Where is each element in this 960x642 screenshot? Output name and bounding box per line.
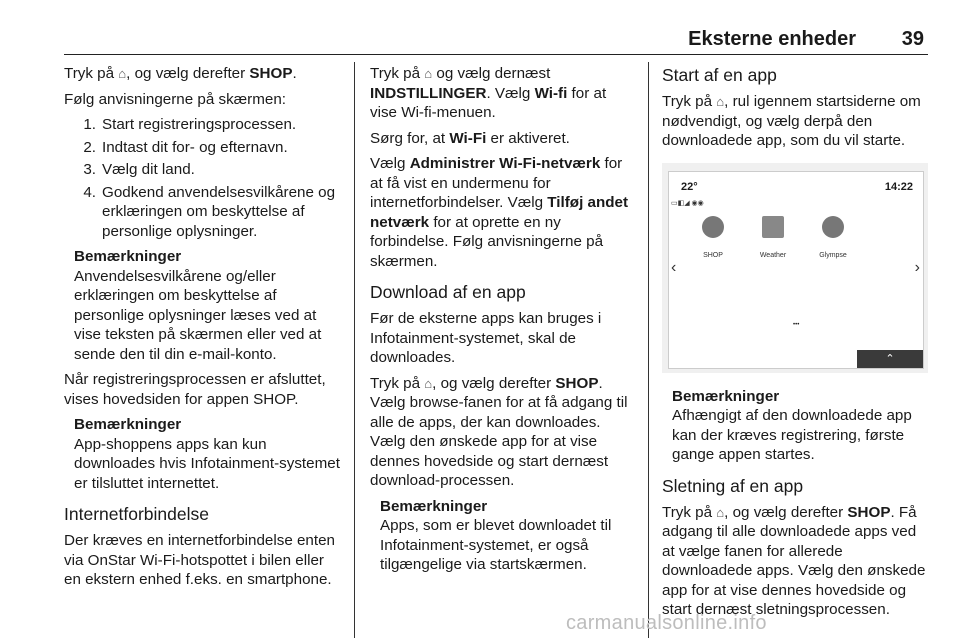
note-internet-required: Bemærkninger App-shoppens apps kan kun downloades hvis Infotainment-systemet er tilsluttet internettet.: [74, 416, 340, 492]
settings-paragraph: Tryk på ⌂ og vælg dernæst INDSTILLINGER. Vælg Wi-fi for at vise Wi-fi-menuen.: [370, 65, 607, 121]
watermark: carmanualsonline.info: [566, 612, 767, 634]
column-2: [370, 64, 634, 581]
home-icon: ⌂: [424, 66, 433, 81]
section-title: Eksterne enheder: [688, 28, 856, 50]
home-icon: ⌂: [424, 375, 433, 391]
download-steps: Tryk på ⌂, og vælg derefter SHOP. Vælg browse-fanen for at få adgang til alle de apps, der kan downloades. Vælg den ønskede app for at vise dennes hovedside og start dernæst download-processen.: [370, 374, 628, 489]
column-1: [64, 64, 344, 596]
list-item: 1. Start registreringsprocessen.: [83, 116, 297, 133]
internet-paragraph: Der kræves en internetforbindelse enten via OnStar Wi-Fi-hotspottet i bilen eller en ekstern enhed f.eks. en smartphone.: [64, 532, 335, 588]
heading-start-app: Start af en app: [662, 65, 777, 85]
start-app-paragraph: Tryk på ⌂, rul igennem startsiderne om nødvendigt, og vælg derpå den downloadede app, som du vil starte.: [662, 93, 921, 149]
follow-text: Følg anvisningerne på skærmen:: [64, 90, 287, 108]
status-icons: ▭◧◢ ◉◉: [671, 199, 704, 207]
clock-readout: 14:22: [884, 180, 913, 193]
screenshot-figure: [662, 163, 928, 373]
list-item: 3. Vælg dit land.: [83, 161, 195, 178]
heading-download: Download af en app: [370, 282, 526, 302]
list-item: 2. Indtast dit for- og efternavn.: [83, 138, 288, 156]
glympse-app-icon: [822, 216, 844, 238]
intro-paragraph: Tryk på ⌂, og vælg derefter SHOP.: [64, 65, 297, 82]
chevron-up-icon: ⌃: [857, 350, 923, 368]
shop-app-icon: [702, 216, 724, 238]
note-downloaded-apps: Bemærkninger Apps, som er blevet downloadet til Infotainment-systemet, er også tilgængelige via startskærmen.: [380, 497, 612, 573]
infotainment-screen: [668, 171, 924, 369]
right-arrow-icon: ›: [914, 258, 920, 276]
column-3: [662, 64, 928, 626]
heading-internet: Internetforbindelse: [64, 504, 209, 524]
home-icon: ⌂: [118, 66, 127, 81]
note-terms: Bemærkninger Anvendelsesvilkårene og/eller erklæringen om beskyttelse af personlige oplysninger læses ved at vise teksten på skærmen eller ved at sende den til din e-mail-konto.: [74, 248, 322, 363]
left-arrow-icon: ‹: [671, 258, 677, 276]
note-registration: Bemærkninger Afhængigt af den downloadede app kan der kræves registrering, første gange appen startes.: [672, 387, 912, 463]
app-glympse: Glympse: [803, 216, 863, 266]
column-divider-2: [648, 62, 649, 638]
home-icon: ⌂: [716, 504, 725, 520]
column-divider-1: [354, 62, 355, 638]
weather-app-icon: [762, 216, 784, 238]
app-shop: SHOP: [683, 216, 743, 266]
manage-networks-paragraph: Vælg Administrer Wi-Fi-netværk for at få vist en undermenu for internetforbindelser. Vælg Tilføj andet netværk for at oprette en ny forbindelse. Følg anvisningerne på skærmen.: [370, 155, 629, 270]
delete-app-paragraph: Tryk på ⌂, og vælg derefter SHOP. Få adgang til alle downloadede apps ved at vælge fanen for allerede downloadede apps. Vælg den ønskede app for at vise dennes hovedside og start dernæst sletningsprocessen.: [662, 503, 926, 618]
after-registration-text: Når registreringsprocessen er afsluttet, vises hovedsiden for appen SHOP.: [64, 371, 326, 408]
steps-list: [64, 115, 344, 241]
page-number: 39: [901, 28, 924, 50]
page-header: [0, 0, 960, 52]
app-weather: Weather: [743, 216, 803, 266]
header-rule: [64, 54, 928, 55]
page-dots: •••: [793, 321, 800, 328]
heading-delete-app: Sletning af en app: [662, 475, 804, 496]
download-intro: Før de eksterne apps kan bruges i Infotainment-systemet, skal de downloades.: [370, 310, 602, 366]
home-icon: ⌂: [716, 94, 725, 109]
wifi-enabled-paragraph: Sørg for, at Wi-Fi er aktiveret.: [370, 129, 570, 147]
list-item: 4. Godkend anvendelsesvilkårene og erklæringen om beskyttelse af personlige oplysninger.: [83, 183, 336, 240]
temperature-readout: 22°: [681, 180, 698, 193]
